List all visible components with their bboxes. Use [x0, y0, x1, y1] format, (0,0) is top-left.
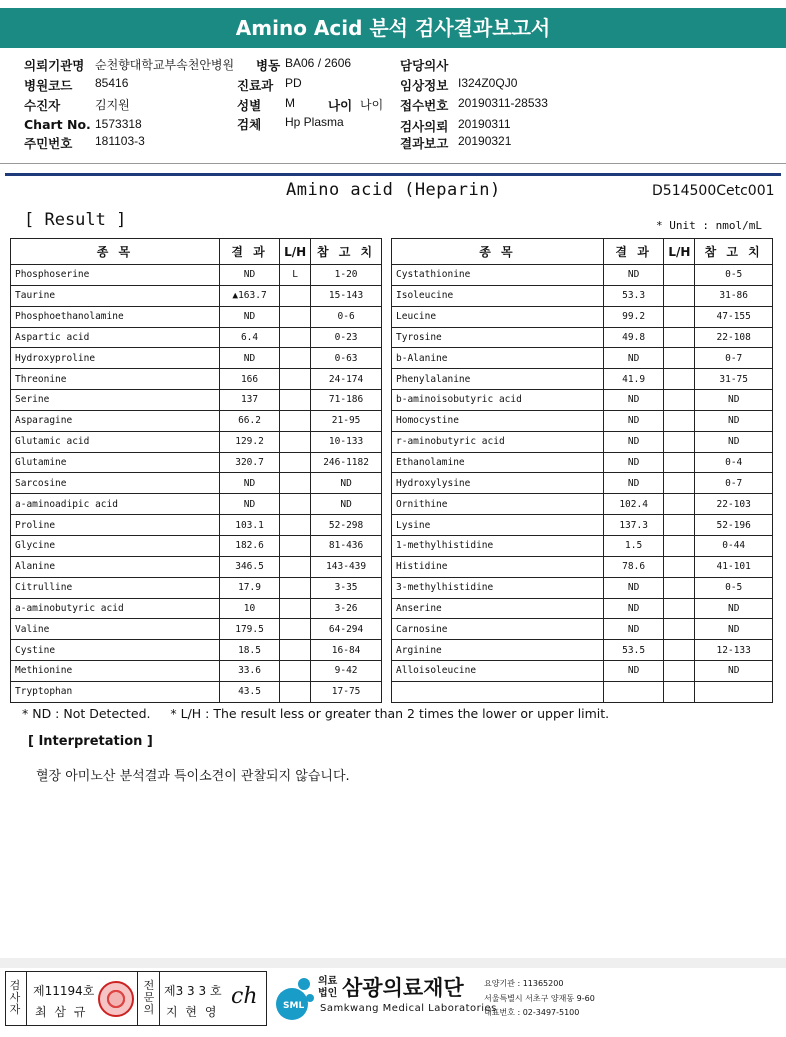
cell-lh: [664, 473, 695, 494]
table-row: [392, 306, 773, 327]
cell-result: 10: [219, 598, 279, 619]
resident-value: 181103-3: [95, 134, 145, 148]
cell-ref: 52-196: [695, 515, 773, 536]
cell-result: ND: [603, 265, 663, 286]
test-code: D514500Cetc001: [652, 183, 775, 199]
cell-ref: 17-75: [311, 681, 382, 702]
table-row: [11, 452, 382, 473]
cell-lh: [664, 619, 695, 640]
cell-ref: 24-174: [311, 369, 382, 390]
cell-name: Asparagine: [11, 410, 220, 431]
cell-lh: [280, 494, 311, 515]
cell-lh: [664, 390, 695, 411]
corp-info-line: 서울특별시 서초구 양재동 9-60: [484, 993, 595, 1003]
official-seal: [98, 981, 134, 1017]
table-row: [392, 369, 773, 390]
cell-result: 103.1: [219, 515, 279, 536]
cell-ref: 15-143: [311, 285, 382, 306]
cell-result: 6.4: [219, 327, 279, 348]
cell-name: Proline: [11, 515, 220, 536]
table-row: [11, 369, 382, 390]
cell-name: Alanine: [11, 556, 220, 577]
cell-lh: [664, 577, 695, 598]
cell-ref: ND: [311, 494, 382, 515]
cell-name: Anserine: [392, 598, 604, 619]
table-row: [392, 535, 773, 556]
specialist-name: 지 현 영: [166, 1005, 219, 1019]
cell-ref: 31-75: [695, 369, 773, 390]
cell-name: Phosphoethanolamine: [11, 306, 220, 327]
cell-lh: [664, 598, 695, 619]
table-row: [11, 306, 382, 327]
request-label: 검사의뢰: [400, 119, 449, 134]
table-row: [392, 285, 773, 306]
chart-value: 1573318: [95, 117, 142, 131]
request-value: 20190311: [458, 117, 511, 131]
table-row: [11, 285, 382, 306]
cell-result: ND: [603, 577, 663, 598]
cell-ref: 0-7: [695, 348, 773, 369]
cell-name: Histidine: [392, 556, 604, 577]
cell-ref: 47-155: [695, 306, 773, 327]
cell-result: 18.5: [219, 640, 279, 661]
cell-ref: 10-133: [311, 431, 382, 452]
table-row: [11, 619, 382, 640]
results-table-right: [391, 238, 773, 703]
cell-ref: ND: [695, 598, 773, 619]
table-row: [392, 661, 773, 682]
cell-result: 53.5: [603, 640, 663, 661]
table-row: [392, 494, 773, 515]
cell-name: Carnosine: [392, 619, 604, 640]
cell-lh: [280, 661, 311, 682]
cell-name: Hydroxyproline: [11, 348, 220, 369]
cell-lh: [664, 431, 695, 452]
table-row: [11, 390, 382, 411]
unit-note: * Unit : nmol/mL: [656, 219, 762, 232]
cell-result: 99.2: [603, 306, 663, 327]
report-title: Amino Acid 분석 검사결과보고서: [0, 8, 786, 48]
receipt-label: 접수번호: [400, 98, 449, 113]
cell-lh: [280, 556, 311, 577]
cell-name: Glycine: [11, 535, 220, 556]
cell-lh: [664, 681, 695, 702]
result-heading: [ Result ]: [24, 210, 127, 230]
results-table-left: [10, 238, 382, 703]
clinical-value: I324Z0QJ0: [458, 76, 518, 90]
cell-ref: [695, 681, 773, 702]
cell-lh: [280, 681, 311, 702]
cell-lh: [664, 661, 695, 682]
cell-name: b-aminoisobutyric acid: [392, 390, 604, 411]
cell-name: a-aminobutyric acid: [11, 598, 220, 619]
cell-ref: 0-7: [695, 473, 773, 494]
specialist-label: 전문의: [143, 979, 155, 1016]
institution-value: 순천향대학교부속천안병원: [95, 58, 235, 72]
hospital-code-value: 85416: [95, 76, 129, 90]
specimen-label: 검체: [237, 117, 262, 132]
cell-ref: 0-63: [311, 348, 382, 369]
clinical-label: 임상정보: [400, 78, 449, 93]
cell-name: Cystine: [11, 640, 220, 661]
col-item: 종 목: [11, 239, 220, 265]
examiner-number: 제11194호: [33, 984, 95, 998]
table-row: [11, 473, 382, 494]
cell-lh: [664, 265, 695, 286]
cell-lh: [664, 285, 695, 306]
cell-ref: ND: [695, 390, 773, 411]
cell-ref: 1-20: [311, 265, 382, 286]
cell-name: Cystathionine: [392, 265, 604, 286]
table-row: [11, 556, 382, 577]
cell-lh: [280, 348, 311, 369]
cell-result: 33.6: [219, 661, 279, 682]
cell-lh: [280, 473, 311, 494]
cell-ref: 64-294: [311, 619, 382, 640]
cell-ref: 246-1182: [311, 452, 382, 473]
specimen-value: Hp Plasma: [285, 115, 344, 129]
cell-lh: [280, 390, 311, 411]
cell-result: ND: [603, 473, 663, 494]
cell-result: 346.5: [219, 556, 279, 577]
cell-result: 137.3: [603, 515, 663, 536]
cell-name: Ethanolamine: [392, 452, 604, 473]
age-value: 나이: [360, 98, 384, 112]
interpretation-heading: [ Interpretation ]: [28, 734, 153, 749]
dept-label: 진료과: [237, 78, 274, 93]
report-label: 결과보고: [400, 136, 449, 151]
cell-name: Aspartic acid: [11, 327, 220, 348]
cell-lh: L: [280, 265, 311, 286]
cell-lh: [280, 619, 311, 640]
cell-name: Isoleucine: [392, 285, 604, 306]
table-row: [11, 681, 382, 702]
cell-result: 78.6: [603, 556, 663, 577]
col-result: 결 과: [603, 239, 663, 265]
cell-ref: 22-108: [695, 327, 773, 348]
table-row: [392, 598, 773, 619]
cell-name: Tryptophan: [11, 681, 220, 702]
cell-name: Threonine: [11, 369, 220, 390]
table-row: [392, 452, 773, 473]
cell-ref: 52-298: [311, 515, 382, 536]
test-name: Amino acid (Heparin): [286, 180, 501, 200]
cell-ref: 3-35: [311, 577, 382, 598]
table-row: [392, 556, 773, 577]
institution-label: 의뢰기관명: [24, 58, 85, 73]
ward-value: BA06 / 2606: [285, 56, 352, 70]
cell-name: Glutamine: [11, 452, 220, 473]
cell-lh: [664, 410, 695, 431]
table-row: [11, 494, 382, 515]
cell-lh: [664, 515, 695, 536]
signature-box: [5, 971, 267, 1026]
cell-ref: 71-186: [311, 390, 382, 411]
cell-result: 182.6: [219, 535, 279, 556]
table-row: [11, 431, 382, 452]
cell-lh: [280, 327, 311, 348]
cell-result: 66.2: [219, 410, 279, 431]
cell-ref: 21-95: [311, 410, 382, 431]
patient-info-block: [0, 54, 786, 154]
cell-result: ND: [603, 431, 663, 452]
cell-name: Taurine: [11, 285, 220, 306]
cell-ref: ND: [311, 473, 382, 494]
table-row: [11, 577, 382, 598]
cell-name: Sarcosine: [11, 473, 220, 494]
cell-ref: ND: [695, 661, 773, 682]
cell-result: ND: [603, 598, 663, 619]
resident-label: 주민번호: [24, 136, 73, 151]
table-row: [392, 515, 773, 536]
cell-lh: [280, 515, 311, 536]
table-row: [392, 390, 773, 411]
cell-name: Homocystine: [392, 410, 604, 431]
col-lh: L/H: [280, 239, 311, 265]
doctor-label: 담당의사: [400, 58, 449, 73]
cell-lh: [280, 285, 311, 306]
cell-ref: ND: [695, 410, 773, 431]
cell-lh: [664, 640, 695, 661]
cell-name: Methionine: [11, 661, 220, 682]
table-row: [11, 640, 382, 661]
cell-lh: [280, 452, 311, 473]
cell-name: Glutamic acid: [11, 431, 220, 452]
cell-result: [603, 681, 663, 702]
table-row: [11, 410, 382, 431]
cell-result: ND: [603, 390, 663, 411]
cell-lh: [280, 410, 311, 431]
cell-ref: 0-6: [311, 306, 382, 327]
cell-ref: 16-84: [311, 640, 382, 661]
cell-name: [392, 681, 604, 702]
cell-lh: [280, 431, 311, 452]
footer-band: [0, 958, 786, 968]
table-row: [11, 265, 382, 286]
cell-ref: 0-5: [695, 577, 773, 598]
table-row: [392, 473, 773, 494]
cell-name: a-aminoadipic acid: [11, 494, 220, 515]
cell-result: 43.5: [219, 681, 279, 702]
cell-result: 1.5: [603, 535, 663, 556]
cell-name: Alloisoleucine: [392, 661, 604, 682]
table-row: [392, 327, 773, 348]
patient-label: 수진자: [24, 98, 61, 113]
cell-name: Ornithine: [392, 494, 604, 515]
table-row: [11, 661, 382, 682]
cell-result: 179.5: [219, 619, 279, 640]
corp-prefix: 의료 법인: [318, 976, 338, 999]
cell-result: 166: [219, 369, 279, 390]
cell-lh: [664, 306, 695, 327]
table-row: [11, 535, 382, 556]
cell-lh: [664, 369, 695, 390]
cell-name: Serine: [11, 390, 220, 411]
corp-english-name: Samkwang Medical Laboratories: [320, 1003, 497, 1014]
table-row: [392, 431, 773, 452]
table-row: [11, 515, 382, 536]
cell-result: ▲163.7: [219, 285, 279, 306]
cell-name: Tyrosine: [392, 327, 604, 348]
table-row: [11, 348, 382, 369]
cell-ref: 81-436: [311, 535, 382, 556]
cell-ref: 0-44: [695, 535, 773, 556]
table-row: [392, 577, 773, 598]
cell-result: 320.7: [219, 452, 279, 473]
sex-label: 성별: [237, 98, 262, 113]
cell-lh: [280, 535, 311, 556]
sex-value: M: [285, 96, 295, 110]
cell-lh: [664, 556, 695, 577]
cell-result: ND: [219, 348, 279, 369]
cell-result: ND: [603, 410, 663, 431]
examiner-name: 최 삼 규: [35, 1005, 88, 1019]
hospital-code-label: 병원코드: [24, 78, 73, 93]
cell-result: ND: [219, 473, 279, 494]
ward-label: 병동: [256, 58, 281, 73]
col-ref: 참 고 치: [311, 239, 382, 265]
cell-name: Lysine: [392, 515, 604, 536]
table-row: [392, 410, 773, 431]
corp-info: [484, 977, 595, 1021]
cell-ref: 31-86: [695, 285, 773, 306]
cell-name: r-aminobutyric acid: [392, 431, 604, 452]
cell-result: 53.3: [603, 285, 663, 306]
cell-lh: [280, 577, 311, 598]
table-row: [392, 681, 773, 702]
examiner-label: 검사자: [9, 979, 21, 1016]
cell-name: Arginine: [392, 640, 604, 661]
dept-value: PD: [285, 76, 302, 90]
cell-name: Hydroxylysine: [392, 473, 604, 494]
cell-result: ND: [603, 661, 663, 682]
cell-ref: 41-101: [695, 556, 773, 577]
cell-result: 17.9: [219, 577, 279, 598]
cell-lh: [664, 535, 695, 556]
table-row: [392, 348, 773, 369]
cell-ref: 0-5: [695, 265, 773, 286]
logo-text: SML: [283, 1001, 305, 1011]
cell-lh: [280, 369, 311, 390]
footnote: * ND : Not Detected. * L/H : The result less or greater than 2 times the lower or upper limit.: [22, 706, 610, 721]
cell-name: Phosphoserine: [11, 265, 220, 286]
cell-name: Citrulline: [11, 577, 220, 598]
cell-ref: 0-23: [311, 327, 382, 348]
report-value: 20190321: [458, 134, 512, 148]
cell-name: 3-methylhistidine: [392, 577, 604, 598]
corp-info-line: 요양기관 : 11365200: [484, 979, 564, 988]
cell-lh: [664, 327, 695, 348]
col-item: 종 목: [392, 239, 604, 265]
cell-lh: [664, 348, 695, 369]
col-lh: L/H: [664, 239, 695, 265]
cell-lh: [664, 452, 695, 473]
col-ref: 참 고 치: [695, 239, 773, 265]
sml-logo-icon: [272, 974, 316, 1022]
cell-lh: [280, 598, 311, 619]
cell-result: 41.9: [603, 369, 663, 390]
cell-result: ND: [219, 494, 279, 515]
cell-lh: [280, 640, 311, 661]
divider-accent: [5, 173, 781, 176]
patient-value: 김지원: [95, 98, 130, 112]
cell-ref: 9-42: [311, 661, 382, 682]
cell-result: ND: [603, 452, 663, 473]
divider: [0, 163, 786, 164]
corp-name: 삼광의료재단: [342, 976, 464, 1000]
cell-result: 137: [219, 390, 279, 411]
cell-result: 129.2: [219, 431, 279, 452]
cell-result: ND: [603, 619, 663, 640]
corp-info-line: 대표번호 : 02-3497-5100: [484, 1008, 580, 1017]
cell-ref: 0-4: [695, 452, 773, 473]
cell-ref: 143-439: [311, 556, 382, 577]
cell-result: 49.8: [603, 327, 663, 348]
signature: ch: [231, 984, 258, 1009]
table-row: [11, 327, 382, 348]
table-row: [392, 265, 773, 286]
cell-result: ND: [219, 306, 279, 327]
cell-ref: 12-133: [695, 640, 773, 661]
table-row: [392, 640, 773, 661]
age-label: 나이: [328, 98, 353, 113]
col-result: 결 과: [219, 239, 279, 265]
table-row: [392, 619, 773, 640]
cell-lh: [280, 306, 311, 327]
table-row: [11, 598, 382, 619]
cell-result: ND: [603, 348, 663, 369]
cell-name: Leucine: [392, 306, 604, 327]
cell-ref: ND: [695, 431, 773, 452]
cell-ref: 3-26: [311, 598, 382, 619]
cell-ref: ND: [695, 619, 773, 640]
cell-result: 102.4: [603, 494, 663, 515]
cell-result: ND: [219, 265, 279, 286]
chart-label: Chart No.: [24, 117, 91, 132]
cell-name: 1-methylhistidine: [392, 535, 604, 556]
receipt-value: 20190311-28533: [458, 96, 548, 110]
cell-ref: 22-103: [695, 494, 773, 515]
specialist-number: 제3 3 3 호: [164, 984, 222, 998]
cell-name: Valine: [11, 619, 220, 640]
interpretation-text: 혈장 아미노산 분석결과 특이소견이 관찰되지 않습니다.: [36, 769, 350, 784]
cell-lh: [664, 494, 695, 515]
cell-name: Phenylalanine: [392, 369, 604, 390]
cell-name: b-Alanine: [392, 348, 604, 369]
